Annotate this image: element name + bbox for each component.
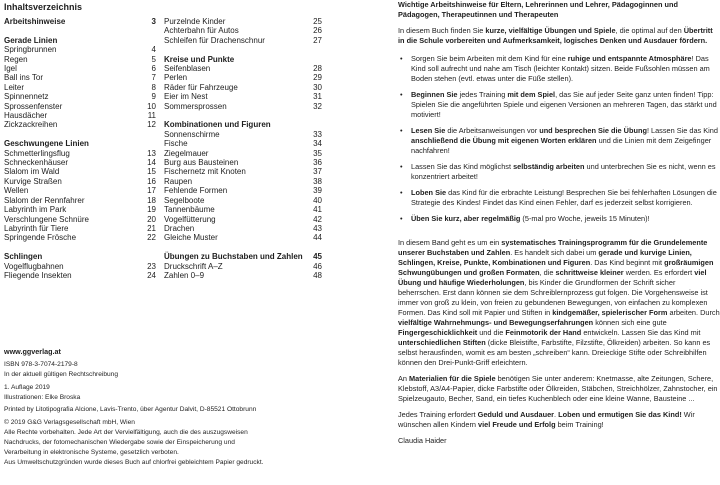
toc-entry	[4, 45, 156, 54]
toc-entry-page: 25	[313, 17, 322, 26]
imprint-line: 1. Auflage 2019	[4, 383, 50, 391]
toc-entry-title: Kreise und Punkte	[164, 54, 235, 64]
toc-entry	[4, 167, 156, 176]
text-run: jedes Training	[457, 90, 508, 99]
imprint-line: Nachdrucks, der fotomechanischen Wiedergabe sowie der Einspeicherung und	[4, 439, 235, 447]
bullet-icon: •	[400, 54, 403, 63]
toc-entry-title: Ball ins Tor	[4, 73, 43, 83]
emphasis-text: vielfältige Wahrnehmungs- und Bewegungserfahrungen	[398, 318, 594, 327]
bullet-list-1	[398, 54, 720, 188]
toc-entry-title: Übungen zu Buchstaben und Zahlen	[164, 252, 303, 262]
toc-entry-title: Tannenbäume	[164, 205, 215, 215]
toc-entry-page	[306, 120, 322, 129]
emphasis-text: Feinmotorik der Hand	[505, 328, 582, 337]
toc-entry-title: Fehlende Formen	[164, 186, 228, 196]
toc-entry-page: 32	[313, 101, 322, 111]
emphasis-text: systematisches Trainingsprogramm für die Grundelemente unserer Buchstaben und Zahlen	[398, 238, 708, 257]
emphasis-text: Fingergeschicklichkeit	[398, 328, 478, 337]
text-run: können sich eine gute	[593, 318, 667, 327]
bullet-icon: •	[400, 126, 403, 135]
emphasis-text: Loben Sie	[411, 188, 447, 197]
toc-entry	[4, 205, 156, 214]
text-run: und unterbrechen Sie es nicht, wenn es konzentriert arbeitet!	[411, 162, 716, 181]
toc-entry-title: Labyrinth für Tiere	[4, 223, 69, 233]
bullet-text	[411, 54, 720, 84]
text-run: , die	[539, 268, 556, 277]
toc-entry	[164, 177, 322, 186]
toc-entry-page: 10	[147, 101, 156, 111]
bullet-item	[398, 162, 720, 182]
emphasis-text: Wichtige Arbeitshinweise für Eltern, Lehrerinnen und Lehrer, Pädagoginnen und Pädagogen, Therapeutinnen und Therapeuten	[398, 0, 678, 19]
text-run: , die optimal auf den	[615, 26, 684, 35]
instructions-intro	[398, 26, 720, 46]
text-run: (5-mal pro Woche, jeweils 15 Minuten)!	[520, 214, 650, 223]
toc-entry	[4, 102, 156, 111]
imprint-block	[4, 344, 264, 468]
bullet-item	[398, 90, 720, 120]
emphasis-text: ruhige und entspannte Atmosphäre	[567, 54, 692, 63]
emphasis-text: Geduld und Ausdauer	[477, 410, 555, 419]
text-run: entwickeln. Lassen Sie das Kind mit	[581, 328, 701, 337]
toc-entry-title: Fliegende Insekten	[4, 270, 72, 280]
toc-entry-title: Igel	[4, 64, 17, 74]
paragraph-closing	[398, 410, 720, 430]
toc-entry-title: Schmetterlingsflug	[4, 148, 70, 158]
toc-entry-page: 9	[151, 92, 156, 102]
toc-entry-page: 31	[313, 92, 322, 102]
text-run: ! Das Kind soll aufrecht und nahe am Tisch (leichter Kontakt) sitzen. Beide Fußsohlen müssen am Boden stehen (evtl. etwas unter die Füße stellen).	[411, 54, 710, 83]
toc-entry-title: Slalom der Rennfahrer	[4, 195, 85, 205]
toc-section-heading	[4, 252, 156, 261]
toc-entry	[4, 158, 156, 167]
signature: Claudia Haider	[398, 436, 447, 445]
emphasis-text: Lesen Sie	[411, 126, 446, 135]
toc-entry-title: Schneckenhäuser	[4, 158, 69, 168]
toc-section-heading	[164, 120, 322, 129]
emphasis-text: kindgemäßer, spielerischer Form	[552, 308, 668, 317]
emphasis-text: und besprechen Sie die Übung	[539, 126, 647, 135]
toc-entry-title: Gleiche Muster	[164, 233, 218, 243]
emphasis-text: mit dem Spiel	[507, 90, 556, 99]
text-run: arbeiten. Durch	[667, 308, 720, 317]
toc-entry	[164, 36, 322, 45]
bullet-item	[398, 54, 720, 84]
toc-entry	[164, 149, 322, 158]
toc-entry-page: 42	[313, 214, 322, 224]
toc-entry-page: 12	[147, 120, 156, 130]
emphasis-text: unterschiedlichen Stiften	[398, 338, 486, 347]
toc-entry-page: 18	[147, 195, 156, 205]
toc-entry-title: Purzelnde Kinder	[164, 17, 226, 26]
bullet-item	[398, 214, 720, 224]
toc-entry-title: Räder für Fahrzeuge	[164, 82, 238, 92]
toc-entry-title: Zickzackreihen	[4, 120, 58, 130]
toc-entry-page: 15	[147, 167, 156, 177]
toc-entry-title: Seifenblasen	[164, 64, 211, 74]
toc-entry	[4, 73, 156, 82]
toc-entry-title: Segelboote	[164, 195, 205, 205]
toc-entry-page: 28	[313, 64, 322, 74]
text-run: Wir wünschen allen Kindern	[398, 410, 695, 429]
toc-entry-page: 38	[313, 176, 322, 186]
toc-entry-page: 23	[147, 261, 156, 271]
toc-entry-page: 33	[313, 129, 322, 139]
toc-entry-title: Regen	[4, 54, 28, 64]
text-run: An	[398, 374, 410, 383]
toc-entry	[4, 92, 156, 101]
toc-entry	[4, 215, 156, 224]
toc-entry-page: 26	[313, 26, 322, 36]
toc-entry-title: Geschwungene Linien	[4, 139, 89, 149]
emphasis-text: gerade und kurvige Linien, Schlingen, Kreise, Punkte, Kombinationen und Figuren	[398, 248, 692, 267]
toc-entry-page: 5	[151, 54, 156, 64]
toc-entry-page: 29	[313, 73, 322, 83]
toc-section-heading	[164, 252, 322, 261]
bullet-icon: •	[400, 90, 403, 99]
emphasis-text: schrittweise kleiner	[555, 268, 624, 277]
toc-entry-title: Druckschrift A–Z	[164, 261, 223, 271]
text-run: , das Sie auf jeder Seite ganz unten finden! Tipp: Spielen Sie die angeführten Spiele und eigenen Versionen an mehreren Tagen, das stärkt und motiviert!	[411, 90, 717, 119]
toc-entry-title: Labyrinth im Park	[4, 205, 67, 215]
emphasis-text: großräumigen Schwungübungen und großen Formaten	[398, 258, 714, 277]
emphasis-text: viel Übung und häufige Wiederholungen	[398, 268, 707, 287]
toc-entry-page: 17	[147, 186, 156, 196]
toc-section-heading	[4, 139, 156, 148]
toc-section-heading	[4, 17, 156, 26]
bullet-icon: •	[400, 214, 403, 223]
toc-entry-title: Raupen	[164, 176, 193, 186]
toc-entry-page	[306, 55, 322, 64]
toc-entry-page: 14	[147, 158, 156, 168]
toc-entry-title: Springende Frösche	[4, 233, 77, 243]
toc-entry-page	[140, 139, 156, 148]
text-run: das Kind für die erbrachte Leistung! Besprechen Sie bei fehlerhaften Lösungen die Strategie des Kindes! Findet das Kind einen Fehler, darf es jederzeit selbst korrigieren.	[411, 188, 717, 207]
toc-entry	[164, 73, 322, 82]
toc-entry	[164, 196, 322, 205]
text-run: beim Training!	[555, 420, 604, 429]
toc-entry	[4, 111, 156, 120]
bullet-item	[398, 126, 720, 156]
toc-entry	[164, 92, 322, 101]
paragraph-materials	[398, 374, 720, 404]
toc-entry-title: Springbrunnen	[4, 45, 57, 55]
bullet-text	[411, 214, 720, 224]
imprint-line: Printed by Litotipografia Alcione, Lavis-Trento, über Agentur Dalvit, D-85521 Ottobrunn	[4, 406, 257, 414]
toc-entry-page: 27	[313, 35, 322, 45]
text-run: die Arbeitsanweisungen vor	[445, 126, 540, 135]
toc-entry-page: 30	[313, 82, 322, 92]
toc-entry-title: Burg aus Bausteinen	[164, 158, 239, 168]
text-run: . Es handelt sich dabei um	[510, 248, 599, 257]
toc-entry-title: Schleifen für Drachenschnur	[164, 35, 265, 45]
toc-entry-title: Gerade Linien	[4, 35, 58, 45]
toc-entry-page: 6	[151, 64, 156, 74]
toc-entry-title: Kurvige Straßen	[4, 176, 62, 186]
emphasis-text: Loben und ermutigen Sie das Kind!	[558, 410, 682, 419]
text-run: und die Linien mit dem Zeigefinger nachfahren!	[411, 136, 712, 155]
toc-entry-title: Drachen	[164, 223, 195, 233]
toc-entry-page: 36	[313, 158, 322, 168]
toc-entry	[164, 186, 322, 195]
toc-entry-page: 48	[313, 270, 322, 280]
text-run: . Das Kind beginnt mit	[590, 258, 665, 267]
paragraph-training	[398, 238, 720, 368]
toc-entry-page: 21	[147, 223, 156, 233]
toc-entry-page: 24	[147, 270, 156, 280]
toc-entry-page: 4	[151, 45, 156, 55]
toc-entry-title: Ziegelmauer	[164, 148, 209, 158]
text-run: .	[554, 410, 559, 419]
toc-entry-page: 7	[151, 73, 156, 83]
toc-entry-page: 11	[147, 111, 156, 121]
toc-entry	[4, 120, 156, 129]
toc-entry-title: Sommersprossen	[164, 101, 227, 111]
toc-entry-page: 22	[147, 233, 156, 243]
toc-entry	[164, 262, 322, 271]
text-run: und die	[477, 328, 506, 337]
toc-entry-page: 20	[147, 214, 156, 224]
toc-entry	[4, 83, 156, 92]
emphasis-text: selbständig arbeiten	[513, 162, 585, 171]
imprint-line: In der aktuell gültigen Rechtschreibung	[4, 371, 118, 379]
toc-entry-title: Hausdächer	[4, 111, 48, 121]
toc-entry-title: Sonnenschirme	[164, 129, 220, 139]
toc-entry	[164, 271, 322, 280]
toc-entry-title: Fische	[164, 139, 188, 149]
bullet-icon: •	[400, 162, 403, 171]
text-run: , bis Kinder die Grundformen der Schrift sicher beherrschen. Erst dann können sie dem Schreiblernprozess gut folgen. Die Vorgehensweise ist immer von groß zu klein, von freien zu gebundenen Bewegungen, von einfachen zu komplexen Formen. Das Kind soll mit Papier und Stiften in	[398, 278, 708, 317]
toc-entry-page	[140, 36, 156, 45]
bullet-text	[411, 90, 720, 120]
toc-entry-page: 3	[151, 17, 156, 26]
toc-entry	[4, 271, 156, 280]
imprint-line: Verarbeitung in elektronische Systeme, gesetzlich verboten.	[4, 449, 179, 457]
emphasis-text: Übertritt in die Schule vorbereiten und Aufmerksamkeit, logisches Denken und Ausdauer fördern.	[398, 26, 713, 45]
toc-entry-page: 37	[313, 167, 322, 177]
bullet-text	[411, 188, 720, 208]
toc-entry	[4, 196, 156, 205]
instructions-column	[398, 0, 720, 446]
imprint-line: Alle Rechte vorbehalten. Jede Art der Vervielfältigung, auch die des auszugsweisen	[4, 428, 248, 436]
text-run: werden. Es erfordert	[623, 268, 695, 277]
toc-entry-page: 34	[313, 139, 322, 149]
instructions-heading	[398, 0, 720, 20]
toc-entry-title: Spinnennetz	[4, 92, 49, 102]
toc-column-middle	[164, 0, 322, 280]
toc-entry	[164, 158, 322, 167]
toc-entry-title: Sprossenfenster	[4, 101, 63, 111]
emphasis-text: kurze, vielfältige Übungen und Spiele	[485, 26, 616, 35]
imprint-line: Illustrationen: Elke Broska	[4, 393, 81, 401]
toc-entry-page: 40	[313, 195, 322, 205]
toc-entry-title: Schlingen	[4, 252, 43, 262]
toc-entry-page: 13	[147, 148, 156, 158]
toc-entry	[4, 186, 156, 195]
toc-entry-page: 19	[147, 205, 156, 215]
toc-entry	[4, 233, 156, 242]
emphasis-text: viel Freude und Erfolg	[478, 420, 556, 429]
toc-entry-page	[140, 252, 156, 261]
toc-entry-page: 39	[313, 186, 322, 196]
toc-entry-title: Wellen	[4, 186, 29, 196]
text-run: Jedes Training erfordert	[398, 410, 478, 419]
toc-entry-title: Eier im Nest	[164, 92, 208, 102]
toc-entry	[4, 149, 156, 158]
toc-entry-title: Fischernetz mit Knoten	[164, 167, 246, 177]
toc-entry-page: 35	[313, 148, 322, 158]
text-run: Lassen Sie das Kind möglichst	[411, 162, 514, 171]
toc-list-middle	[164, 17, 322, 280]
toc-entry-page: 41	[313, 205, 322, 215]
toc-entry-title: Perlen	[164, 73, 188, 83]
imprint-line: © 2019 G&G Verlagsgesellschaft mbH, Wien	[4, 418, 135, 426]
toc-entry-title: Achterbahn für Autos	[164, 26, 239, 36]
toc-entry	[4, 224, 156, 233]
toc-entry	[164, 205, 322, 214]
text-run: In diesem Buch finden Sie	[398, 26, 486, 35]
toc-entry	[164, 64, 322, 73]
toc-entry	[164, 102, 322, 111]
toc-section-heading	[164, 55, 322, 64]
toc-entry	[164, 224, 322, 233]
toc-entry	[164, 130, 322, 139]
toc-entry-title: Vogelfütterung	[164, 214, 216, 224]
publisher-url: www.ggverlag.at	[4, 347, 61, 357]
toc-entry-page: 16	[147, 176, 156, 186]
toc-entry-title: Leiter	[4, 82, 25, 92]
page-title: Inhaltsverzeichnis	[4, 2, 83, 12]
toc-entry-page: 45	[313, 252, 322, 262]
imprint-line: Aus Umweltschutzgründen wurde dieses Buch auf chlorfrei gebleichtem Papier gedruckt.	[4, 459, 264, 467]
toc-entry	[164, 215, 322, 224]
emphasis-text: Beginnen Sie	[411, 90, 458, 99]
text-run: (dicke Bleistifte, Farbstifte, Filzstifte, Ölkreiden) arbeiten. So kann es selbst herausfinden, womit es am besten „schreiben“ kann. Dreieckige Stifte oder Schreibhilfen können den Drei-Punkt-Griff erleichtern.	[398, 338, 711, 367]
toc-entry-title: Vogelflugbahnen	[4, 261, 64, 271]
toc-entry	[164, 17, 322, 26]
imprint-line: ISBN 978-3-7074-2179-8	[4, 360, 78, 368]
bullet-text	[411, 126, 720, 156]
toc-entry	[164, 83, 322, 92]
toc-entry-title: Zahlen 0–9	[164, 270, 205, 280]
toc-entry	[4, 262, 156, 271]
text-run: In diesem Band geht es um ein	[398, 238, 502, 247]
bullet-text	[411, 162, 720, 182]
emphasis-text: Materialien für die Spiele	[409, 374, 496, 383]
text-run: ! Lassen Sie das Kind	[646, 126, 718, 135]
emphasis-text: anschließend die Übung mit eigenen Worten erklären	[411, 136, 597, 145]
toc-entry	[164, 139, 322, 148]
toc-entry-title: Verschlungene Schnüre	[4, 214, 89, 224]
bullet-list-2	[398, 188, 720, 230]
toc-entry	[4, 55, 156, 64]
toc-entry-title: Slalom im Wald	[4, 167, 60, 177]
text-run: Sorgen Sie beim Arbeiten mit dem Kind für eine	[411, 54, 568, 63]
toc-entry	[4, 177, 156, 186]
toc-entry-page: 8	[151, 82, 156, 92]
toc-entry-page: 46	[313, 261, 322, 271]
bullet-icon: •	[400, 188, 403, 197]
toc-section-heading	[4, 36, 156, 45]
toc-list-left	[4, 17, 156, 280]
toc-entry-page: 43	[313, 223, 322, 233]
bullet-item	[398, 188, 720, 208]
toc-entry-title: Arbeitshinweise	[4, 17, 66, 26]
toc-entry	[164, 233, 322, 242]
toc-entry	[164, 167, 322, 176]
text-run: benötigen Sie unter anderem: Knetmasse, alte Zeitungen, Schere, Klebstoff, A3/A4-Papier, dicke Farbstifte oder Ölkreiden, Stäbchen, Streichhölzer, Zahnstocher, ein Spielzeugauto, Becher, Sand, ein tiefes Kuchenblech oder eine kleine Wanne, Bausteine ...	[398, 374, 718, 403]
toc-entry	[164, 26, 322, 35]
toc-entry-title: Kombinationen und Figuren	[164, 120, 271, 130]
toc-entry	[4, 64, 156, 73]
toc-entry-page: 44	[313, 233, 322, 243]
emphasis-text: Üben Sie kurz, aber regelmäßig	[411, 214, 521, 223]
